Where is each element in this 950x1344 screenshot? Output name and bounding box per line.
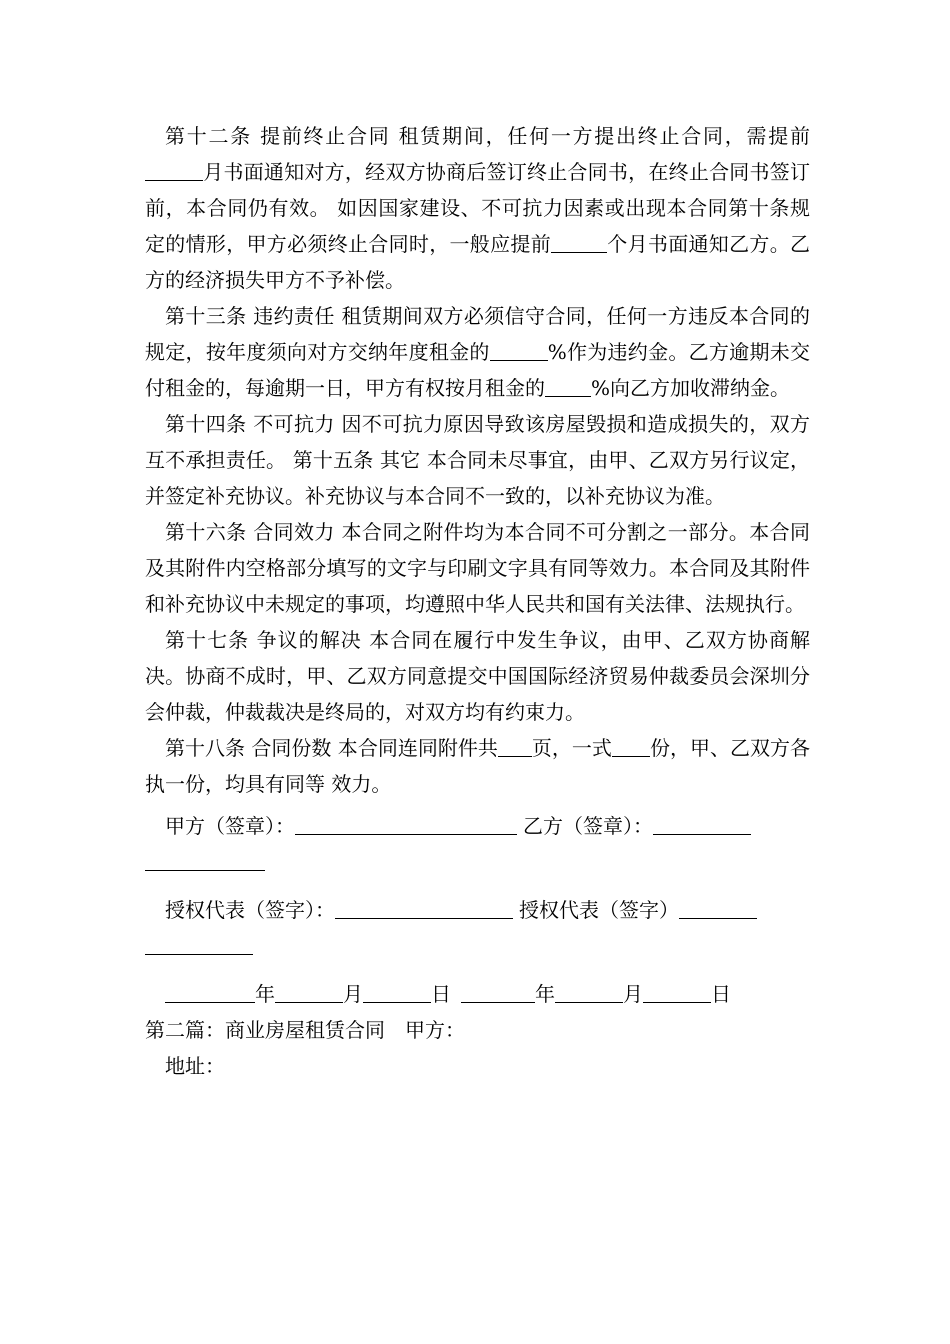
article-16: 第十六条 合同效力 本合同之附件均为本合同不可分割之一部分。本合同及其附件内空格部分填写的文字与印刷文字具有同等效力。本合同及其附件和补充协议中未规定的事项，均遵照中华人民共和国有关法律、法规执行。 [145, 520, 810, 616]
rep-b-signature-continuation [145, 928, 810, 964]
day-field-b[interactable] [643, 982, 711, 1003]
blank-late-fee-percent[interactable] [545, 376, 591, 397]
document-page [145, 118, 810, 1084]
article-17: 第十七条 争议的解决 本合同在履行中发生争议，由甲、乙双方协商解决。协商不成时，甲、乙双方同意提交中国国际经济贸易仲裁委员会深圳分会仲裁，仲裁裁决是终局的，对双方均有约束力。 [145, 628, 810, 724]
signature-representative-line: 授权代表（签字）： 授权代表（签字） [145, 892, 810, 928]
year-field-b[interactable] [461, 982, 535, 1003]
blank-copy-count[interactable] [612, 736, 650, 757]
party-b-signature-field-cont[interactable] [145, 850, 265, 871]
year-field-a[interactable] [165, 982, 255, 1003]
article-13: 第十三条 违约责任 租赁期间双方必须信守合同，任何一方违反本合同的规定，按年度须向对方交纳年度租金的 %作为违约金。乙方逾期未交付租金的，每逾期一日，甲方有权按月租金的 %向乙方加收滞纳金。 [145, 304, 810, 400]
date-line: 年 月 日 年 月 日 [145, 976, 810, 1012]
rep-a-signature-field[interactable] [335, 898, 513, 919]
month-field-a[interactable] [275, 982, 343, 1003]
day-field-a[interactable] [363, 982, 431, 1003]
party-b-signature-continuation [145, 844, 810, 880]
part-two-heading: 第二篇：商业房屋租赁合同 甲方： [145, 1018, 465, 1042]
article-18: 第十八条 合同份数 本合同连同附件共 页，一式 份，甲、乙双方各执一份，均具有同等 效力。 [145, 736, 811, 796]
month-field-b[interactable] [555, 982, 623, 1003]
blank-penalty-percent[interactable] [490, 340, 548, 361]
article-14-15: 第十四条 不可抗力 因不可抗力原因导致该房屋毁损和造成损失的，双方互不承担责任。 第十五条 其它 本合同未尽事宜，由甲、乙双方另行议定，并签定补充协议。补充协议与本合同不一致的，以补充协议为准。 [145, 412, 810, 508]
party-a-signature-field[interactable] [295, 814, 517, 835]
blank-notice-months[interactable] [145, 160, 203, 181]
blank-page-count[interactable] [498, 736, 532, 757]
rep-b-signature-field-cont[interactable] [145, 934, 253, 955]
signature-party-line: 甲方（签章）： 乙方（签章）： [145, 808, 810, 844]
article-12: 第十二条 提前终止合同 租赁期间，任何一方提出终止合同，需提前月书面通知对方，经双方协商后签订终止合同书，在终止合同书签订前，本合同仍有效。 如因国家建设、不可抗力因素或出现本合同第十条规定的情形，甲方必须终止合同时，一般应提前 个月书面通知乙方。乙方的经济损失甲方不予补偿。 [145, 124, 811, 292]
party-b-signature-field[interactable] [653, 814, 751, 835]
address-label: 地址： [165, 1054, 225, 1078]
blank-advance-months[interactable] [551, 232, 607, 253]
rep-b-signature-field[interactable] [679, 898, 757, 919]
